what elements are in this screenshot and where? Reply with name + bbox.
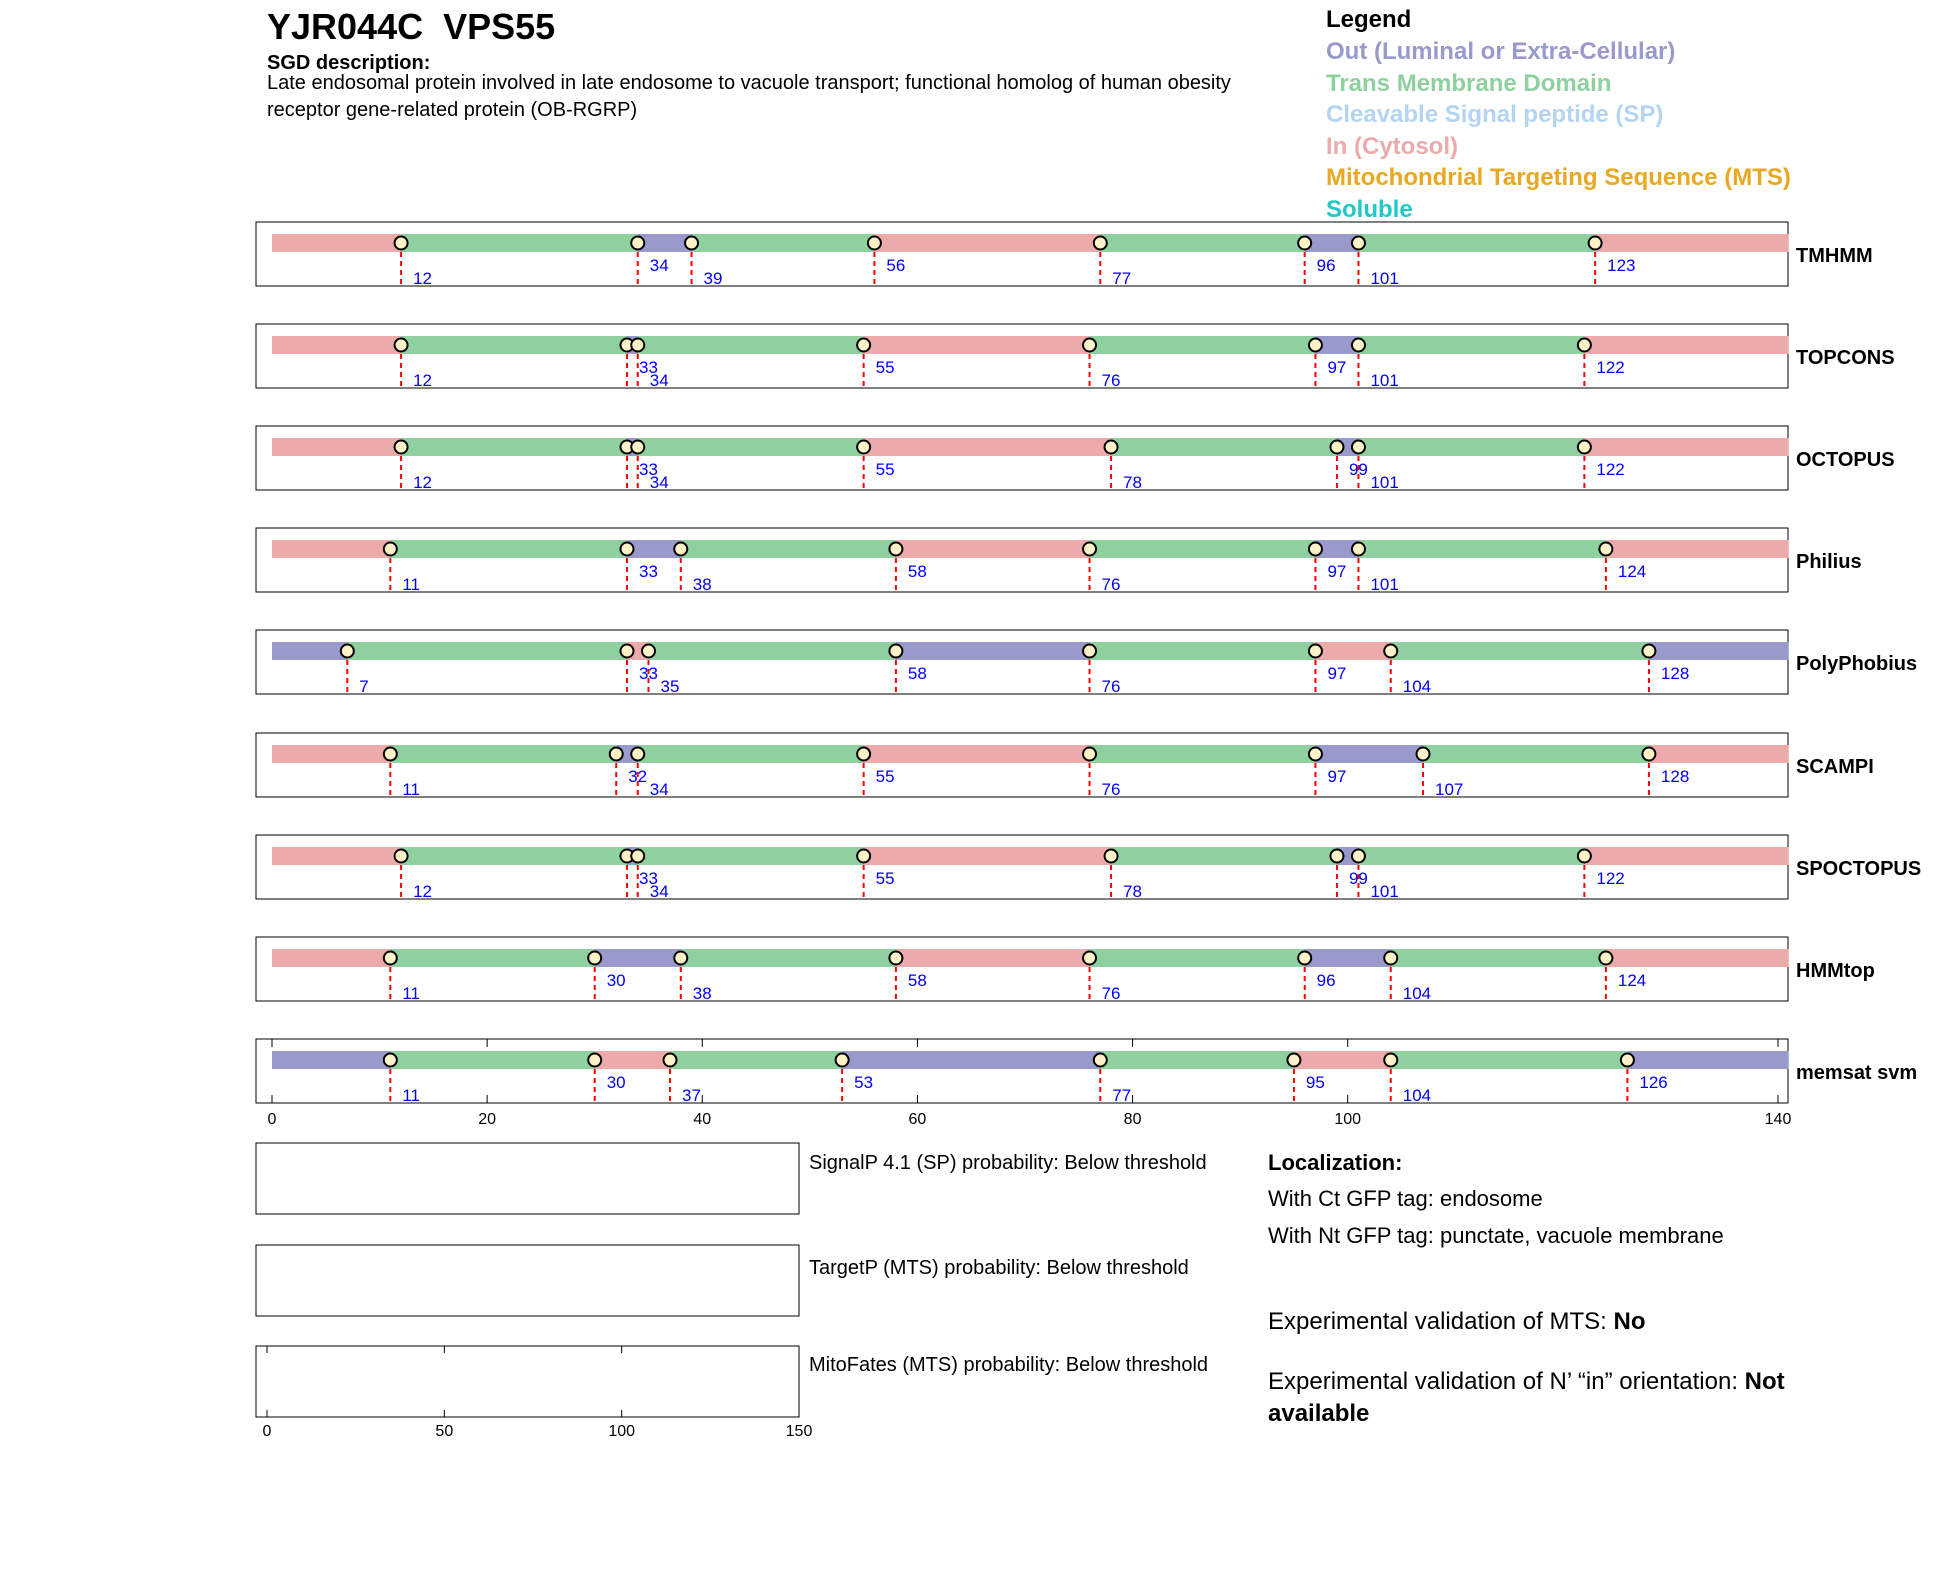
segment-out (1315, 745, 1423, 763)
boundary-label: 97 (1327, 767, 1347, 786)
segment-in (1606, 540, 1789, 558)
boundary-marker (857, 748, 870, 761)
boundary-label: 11 (402, 984, 420, 1003)
legend-title: Legend (1326, 6, 1412, 33)
boundary-marker (836, 1054, 849, 1067)
boundary-label: 32 (628, 767, 648, 786)
segment-in (864, 438, 1111, 456)
segment-tm (670, 1051, 842, 1069)
x-tick-label: 100 (1334, 1111, 1362, 1128)
segment-tm (1090, 336, 1316, 354)
boundary-marker (384, 748, 397, 761)
boundary-label: 7 (359, 677, 369, 696)
segment-tm (1090, 745, 1316, 763)
boundary-label: 55 (875, 460, 895, 479)
segment-tm (638, 438, 864, 456)
boundary-label: 122 (1596, 358, 1625, 377)
segment-in (272, 847, 401, 865)
boundary-marker (1384, 1054, 1397, 1067)
experimental-orientation (1268, 1366, 1868, 1430)
legend-item-tm: Trans Membrane Domain (1326, 69, 1612, 97)
localization-ct: With Ct GFP tag: endosome (1268, 1186, 1543, 1211)
boundary-marker (610, 748, 623, 761)
segment-tm (390, 540, 627, 558)
boundary-marker (395, 441, 408, 454)
boundary-label: 96 (1316, 256, 1336, 275)
boundary-marker (1330, 850, 1343, 863)
boundary-marker (1642, 748, 1655, 761)
boundary-marker (1589, 237, 1602, 250)
x-tick-label: 140 (1764, 1111, 1792, 1128)
segment-out (1627, 1051, 1788, 1069)
boundary-label: 96 (1316, 971, 1336, 990)
boundary-label: 107 (1435, 780, 1464, 799)
boundary-marker (1094, 1054, 1107, 1067)
segment-in (1595, 234, 1789, 252)
boundary-label: 30 (606, 1073, 626, 1092)
segment-tm (1358, 336, 1584, 354)
segment-in (864, 847, 1111, 865)
boundary-marker (1599, 952, 1612, 965)
segment-in (1584, 336, 1788, 354)
boundary-marker (1287, 1054, 1300, 1067)
boundary-marker (384, 952, 397, 965)
signalp-label: SignalP 4.1 (SP) probability: Below threshold (809, 1152, 1207, 1174)
segment-out (842, 1051, 1100, 1069)
prob-x-tick-label: 0 (262, 1423, 272, 1440)
boundary-label: 104 (1402, 677, 1432, 696)
boundary-marker (620, 645, 633, 658)
boundary-marker (395, 237, 408, 250)
boundary-marker (384, 543, 397, 556)
boundary-label: 99 (1348, 460, 1368, 479)
boundary-label: 58 (907, 971, 927, 990)
segment-out (595, 949, 681, 967)
boundary-marker (1352, 850, 1365, 863)
segment-tm (347, 642, 627, 660)
boundary-marker (664, 1054, 677, 1067)
boundary-label: 11 (402, 780, 420, 799)
x-tick-label: 60 (908, 1111, 927, 1128)
boundary-label: 56 (886, 256, 906, 275)
boundary-marker (1621, 1054, 1634, 1067)
legend-item-out: Out (Luminal or Extra-Cellular) (1326, 38, 1676, 65)
boundary-label: 76 (1101, 575, 1121, 594)
segment-tm (681, 540, 896, 558)
boundary-marker (1578, 441, 1591, 454)
boundary-marker (1083, 645, 1096, 658)
boundary-marker (1309, 543, 1322, 556)
boundary-label: 128 (1660, 664, 1690, 683)
segment-tm (401, 336, 627, 354)
prob-x-tick-label: 100 (608, 1423, 636, 1440)
boundary-label: 33 (638, 358, 658, 377)
boundary-marker (857, 339, 870, 352)
boundary-label: 39 (703, 269, 723, 288)
segment-tm (390, 745, 616, 763)
boundary-marker (889, 543, 902, 556)
track-frame-hmmtop (256, 937, 1788, 1001)
boundary-label: 58 (907, 664, 927, 683)
segment-in (1649, 745, 1789, 763)
boundary-marker (1352, 339, 1365, 352)
track-name-tmhmm: TMHMM (1796, 245, 1873, 267)
prob-panel-targetp (256, 1245, 799, 1316)
track-frame-tmhmm (256, 222, 1788, 286)
boundary-label: 97 (1327, 358, 1347, 377)
segment-in (1584, 847, 1788, 865)
segment-in (1294, 1051, 1391, 1069)
segment-tm (1358, 847, 1584, 865)
track-frame-topcons (256, 324, 1788, 388)
boundary-marker (642, 645, 655, 658)
segment-tm (390, 949, 594, 967)
segment-tm (390, 1051, 594, 1069)
boundary-marker (1105, 850, 1118, 863)
boundary-label: 34 (649, 882, 669, 901)
boundary-label: 128 (1660, 767, 1690, 786)
boundary-marker (1309, 645, 1322, 658)
boundary-marker (1083, 748, 1096, 761)
boundary-label: 97 (1327, 562, 1347, 581)
boundary-label: 12 (413, 371, 433, 390)
boundary-marker (1105, 441, 1118, 454)
boundary-marker (857, 441, 870, 454)
page-title: YJR044C VPS55 (267, 6, 556, 47)
segment-tm (401, 438, 627, 456)
boundary-marker (1578, 339, 1591, 352)
localization-title: Localization: (1268, 1150, 1403, 1175)
boundary-label: 97 (1327, 664, 1347, 683)
boundary-label: 11 (402, 575, 420, 594)
boundary-marker (631, 748, 644, 761)
boundary-label: 76 (1101, 984, 1121, 1003)
boundary-marker (395, 339, 408, 352)
track-frame-memsat-svm (256, 1039, 1788, 1103)
boundary-label: 104 (1402, 1086, 1432, 1105)
boundary-label: 34 (649, 473, 669, 492)
segment-in (272, 745, 390, 763)
boundary-marker (1599, 543, 1612, 556)
boundary-marker (889, 952, 902, 965)
boundary-marker (674, 543, 687, 556)
segment-in (272, 540, 390, 558)
boundary-label: 95 (1305, 1073, 1325, 1092)
boundary-marker (1083, 952, 1096, 965)
boundary-marker (1352, 543, 1365, 556)
targetp-label: TargetP (MTS) probability: Below threshold (809, 1257, 1189, 1279)
boundary-marker (1309, 748, 1322, 761)
boundary-label: 34 (649, 780, 669, 799)
experimental-mts-value: No (1613, 1308, 1646, 1335)
boundary-label: 53 (854, 1073, 874, 1092)
track-name-octopus: OCTOPUS (1796, 449, 1895, 471)
track-frame-polyphobius (256, 630, 1788, 694)
boundary-label: 34 (649, 371, 669, 390)
boundary-label: 101 (1370, 575, 1399, 594)
x-tick-label: 80 (1123, 1111, 1142, 1128)
boundary-label: 104 (1402, 984, 1432, 1003)
boundary-label: 76 (1101, 677, 1121, 696)
boundary-label: 34 (649, 256, 669, 275)
boundary-marker (1352, 237, 1365, 250)
boundary-label: 30 (606, 971, 626, 990)
boundary-label: 122 (1596, 460, 1625, 479)
segment-tm (649, 642, 896, 660)
boundary-label: 12 (413, 473, 433, 492)
boundary-marker (1642, 645, 1655, 658)
segment-in (1315, 642, 1390, 660)
segment-tm (1423, 745, 1649, 763)
track-frame-scampi (256, 733, 1788, 797)
segment-in (1584, 438, 1788, 456)
segment-in (864, 745, 1090, 763)
experimental-mts-label: Experimental validation of MTS: (1268, 1308, 1614, 1335)
segment-in (272, 336, 401, 354)
boundary-label: 12 (413, 269, 433, 288)
localization-nt: With Nt GFP tag: punctate, vacuole membrane (1268, 1223, 1724, 1248)
track-frame-philius (256, 528, 1788, 592)
boundary-marker (395, 850, 408, 863)
segment-tm (1111, 438, 1337, 456)
boundary-label: 33 (638, 562, 658, 581)
boundary-marker (1309, 339, 1322, 352)
track-name-hmmtop: HMMtop (1796, 960, 1875, 982)
boundary-marker (1384, 645, 1397, 658)
boundary-marker (384, 1054, 397, 1067)
boundary-label: 55 (875, 358, 895, 377)
segment-tm (1391, 949, 1606, 967)
boundary-marker (1083, 543, 1096, 556)
prob-x-tick-label: 150 (785, 1423, 813, 1440)
x-tick-label: 40 (693, 1111, 712, 1128)
boundary-label: 78 (1123, 882, 1142, 901)
segment-tm (1391, 1051, 1628, 1069)
segment-tm (401, 847, 627, 865)
segment-tm (1090, 540, 1316, 558)
segment-in (272, 438, 401, 456)
boundary-label: 33 (638, 869, 658, 888)
boundary-label: 78 (1123, 473, 1142, 492)
boundary-label: 101 (1370, 371, 1399, 390)
track-name-memsat-svm: memsat svm (1796, 1062, 1918, 1084)
boundary-marker (631, 237, 644, 250)
sgd-description-label: SGD description: (267, 52, 431, 74)
boundary-marker (588, 1054, 601, 1067)
boundary-label: 77 (1112, 1086, 1132, 1105)
track-name-spoctopus: SPOCTOPUS (1796, 858, 1922, 880)
boundary-marker (1298, 952, 1311, 965)
boundary-label: 77 (1112, 269, 1132, 288)
boundary-label: 55 (875, 869, 895, 888)
segment-out (1305, 234, 1359, 252)
sgd-description-text: Late endosomal protein involved in late endosome to vacuole transport; functional homolog of human obesity receptor gene-related protein (OB-RGRP) (267, 72, 1231, 121)
track-frame-spoctopus (256, 835, 1788, 899)
track-name-topcons: TOPCONS (1796, 347, 1895, 369)
track-frame-octopus (256, 426, 1788, 490)
segment-tm (401, 234, 638, 252)
boundary-marker (1298, 237, 1311, 250)
boundary-label: 123 (1607, 256, 1636, 275)
segment-out (627, 540, 681, 558)
segment-tm (638, 336, 864, 354)
boundary-marker (1330, 441, 1343, 454)
segment-out (272, 1051, 390, 1069)
segment-out (1649, 642, 1789, 660)
boundary-marker (1578, 850, 1591, 863)
experimental-orientation-label: Experimental validation of N’ “in” orientation: (1268, 1368, 1745, 1395)
segment-tm (1358, 234, 1595, 252)
boundary-label: 33 (638, 664, 658, 683)
segment-in (1606, 949, 1789, 967)
boundary-label: 101 (1370, 269, 1399, 288)
boundary-marker (588, 952, 601, 965)
boundary-marker (868, 237, 881, 250)
segment-in (272, 234, 401, 252)
boundary-label: 101 (1370, 882, 1399, 901)
boundary-label: 37 (682, 1086, 701, 1105)
boundary-label: 58 (907, 562, 927, 581)
segment-tm (1100, 1051, 1294, 1069)
boundary-label: 76 (1101, 371, 1121, 390)
boundary-marker (889, 645, 902, 658)
segment-tm (1358, 438, 1584, 456)
boundary-label: 38 (692, 575, 712, 594)
segment-tm (1391, 642, 1649, 660)
segment-tm (681, 949, 896, 967)
boundary-label: 38 (692, 984, 712, 1003)
legend-item-sp: Cleavable Signal peptide (SP) (1326, 101, 1664, 128)
boundary-marker (1417, 748, 1430, 761)
legend-item-mts: Mitochondrial Targeting Sequence (MTS) (1326, 164, 1791, 191)
boundary-marker (1352, 441, 1365, 454)
boundary-label: 12 (413, 882, 433, 901)
x-tick-label: 0 (267, 1111, 277, 1128)
boundary-label: 55 (875, 767, 895, 786)
segment-out (896, 642, 1090, 660)
segment-tm (1358, 540, 1605, 558)
segment-tm (1090, 949, 1305, 967)
prob-x-tick-label: 50 (435, 1423, 454, 1440)
boundary-label: 101 (1370, 473, 1399, 492)
segment-tm (692, 234, 875, 252)
boundary-marker (620, 543, 633, 556)
boundary-marker (631, 441, 644, 454)
boundary-marker (674, 952, 687, 965)
segment-in (272, 949, 390, 967)
segment-in (874, 234, 1100, 252)
boundary-marker (631, 850, 644, 863)
segment-in (864, 336, 1090, 354)
track-name-scampi: SCAMPI (1796, 756, 1874, 778)
legend-item-soluble: Soluble (1326, 195, 1413, 223)
boundary-marker (685, 237, 698, 250)
segment-tm (1090, 642, 1316, 660)
prob-panel-mitofates (256, 1346, 799, 1417)
boundary-marker (341, 645, 354, 658)
experimental-mts (1268, 1306, 1868, 1338)
segment-tm (1111, 847, 1337, 865)
boundary-label: 124 (1617, 562, 1647, 581)
segment-out (272, 642, 347, 660)
boundary-marker (1083, 339, 1096, 352)
boundary-label: 11 (402, 1086, 420, 1105)
segment-in (595, 1051, 670, 1069)
boundary-marker (1094, 237, 1107, 250)
boundary-label: 35 (660, 677, 680, 696)
boundary-marker (1384, 952, 1397, 965)
legend-item-in: In (Cytosol) (1326, 132, 1458, 160)
segment-out (1305, 949, 1391, 967)
boundary-label: 122 (1596, 869, 1625, 888)
segment-in (896, 949, 1090, 967)
boundary-label: 76 (1101, 780, 1121, 799)
boundary-marker (857, 850, 870, 863)
mitofates-label: MitoFates (MTS) probability: Below threshold (809, 1354, 1209, 1376)
boundary-marker (631, 339, 644, 352)
segment-tm (638, 745, 864, 763)
boundary-label: 33 (638, 460, 658, 479)
segment-in (896, 540, 1090, 558)
x-tick-label: 20 (478, 1111, 497, 1128)
boundary-label: 124 (1617, 971, 1647, 990)
boundary-label: 99 (1348, 869, 1368, 888)
segment-tm (1100, 234, 1304, 252)
experimental-orientation-value: Not available (1268, 1368, 1785, 1427)
segment-tm (638, 847, 864, 865)
segment-out (638, 234, 692, 252)
boundary-label: 126 (1639, 1073, 1668, 1092)
track-name-philius: Philius (1796, 551, 1862, 573)
prob-panel-signalp (256, 1143, 799, 1214)
track-name-polyphobius: PolyPhobius (1796, 653, 1918, 675)
